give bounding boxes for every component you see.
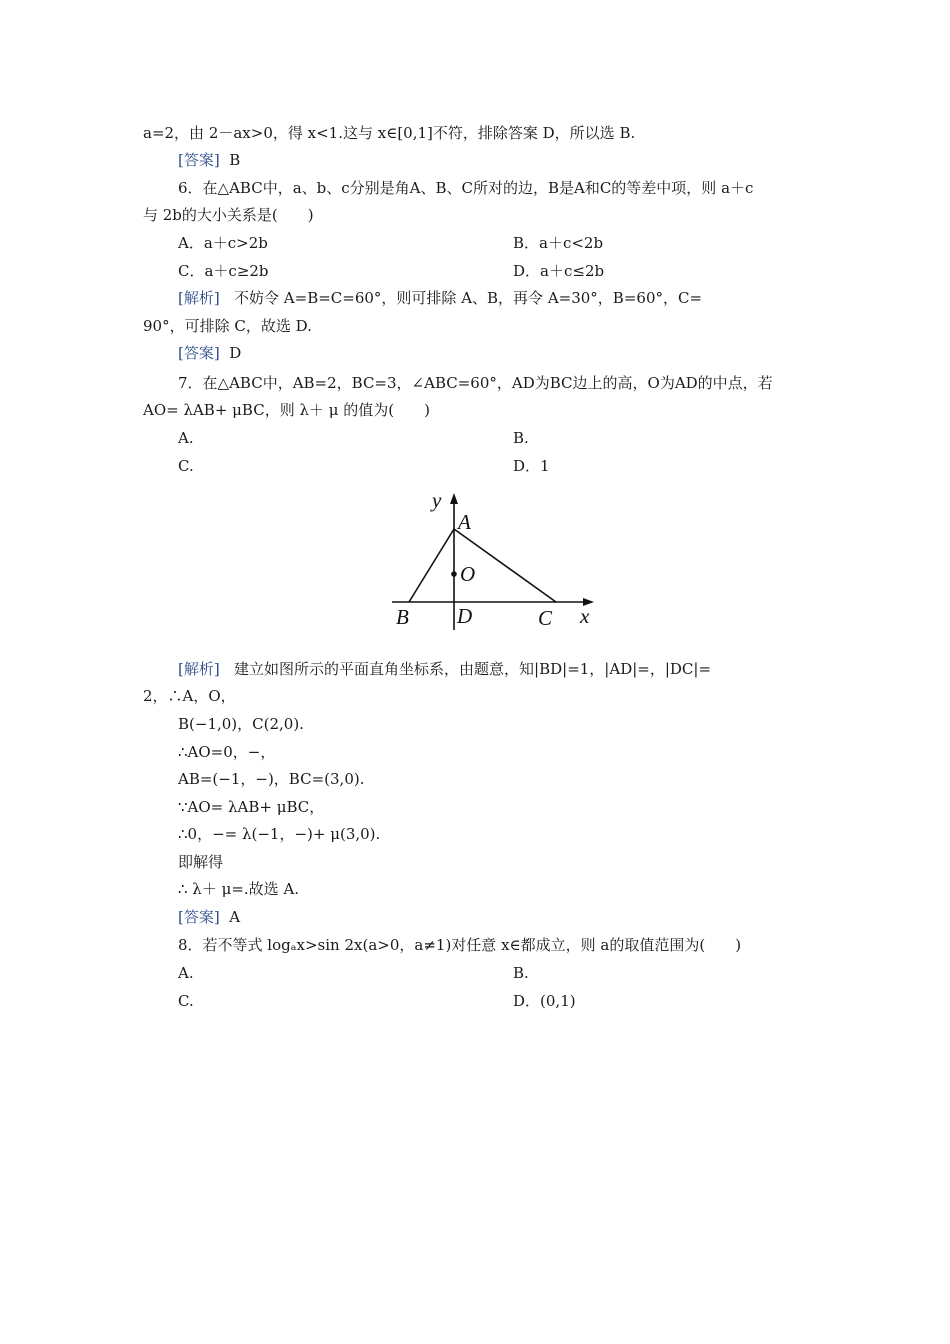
- label-o: O: [460, 562, 476, 586]
- solution-text: 建立如图所示的平面直角坐标系，由题意，知|BD|=1，|AD|=，|DC|=: [234, 660, 712, 678]
- option-c: C.: [178, 992, 194, 1010]
- option-a: A.: [178, 964, 194, 982]
- label-b: B: [396, 605, 409, 629]
- solution-step: ∵AO= λAB+ μBC，: [178, 798, 325, 816]
- answer-value: B: [229, 151, 241, 169]
- label-y: y: [432, 488, 442, 512]
- option-c: C.: [178, 457, 194, 475]
- label-c: C: [538, 606, 553, 630]
- question-8-stem: 8．若不等式 logₐx>sin 2x(a>0，a≠1)对任意 x∈都成立，则 a的取值范围为( ): [178, 936, 742, 954]
- answer-value: A: [229, 908, 241, 926]
- solution-text-cont: 90°，可排除 C，故选 D.: [143, 317, 312, 335]
- label-a: A: [458, 510, 471, 534]
- answer-row: [178, 907, 240, 927]
- answer-value: D: [229, 344, 242, 362]
- answer-row: [178, 150, 240, 170]
- question-7-stem: 7．在△ABC中，AB=2，BC=3，∠ABC=60°，AD为BC边上的高，O为AD的中点，若: [178, 374, 773, 392]
- solution-tag: [解析]: [178, 660, 220, 678]
- option-b: B.: [513, 964, 529, 982]
- question-6-stem-cont: 与 2b的大小关系是( ): [143, 206, 314, 224]
- solution-row: [178, 288, 702, 308]
- solution-step: 即解得: [178, 853, 224, 871]
- solution-step: ∴ λ＋ μ=.故选 A.: [178, 880, 300, 898]
- text-line: a=2，由 2－ax>0，得 x<1.这与 x∈[0,1]不符，排除答案 D，所以选 B.: [143, 124, 636, 142]
- answer-tag: [答案]: [178, 344, 220, 362]
- solution-step: AB=(−1，−)，BC=(3,0).: [178, 770, 365, 788]
- option-d: D．1: [513, 457, 550, 475]
- option-d: D．(0,1): [513, 992, 576, 1010]
- option-d: D．a＋c≤2b: [513, 262, 605, 280]
- point-o: [451, 571, 457, 577]
- solution-step: ∴0，−= λ(−1，−)+ μ(3,0).: [178, 825, 381, 843]
- solution-text: 不妨令 A=B=C=60°，则可排除 A、B，再令 A=30°，B=60°，C=: [234, 289, 703, 307]
- answer-tag: [答案]: [178, 908, 220, 926]
- option-a: A．a＋c>2b: [178, 234, 268, 252]
- question-7-stem-cont: AO= λAB+ μBC，则 λ＋ μ 的值为( ): [143, 401, 430, 419]
- triangle-figure: [380, 485, 610, 635]
- solution-step: B(−1,0)，C(2,0).: [178, 715, 304, 733]
- solution-step: ∴AO=0，−，: [178, 743, 276, 761]
- option-b: B.: [513, 429, 529, 447]
- solution-text-cont: 2，∴A，O，: [143, 687, 236, 705]
- question-6-stem: 6．在△ABC中，a、b、c分别是角A、B、C所对的边，B是A和C的等差中项，则 a＋c: [178, 179, 754, 197]
- segment-ab: [409, 529, 454, 602]
- y-axis-arrow: [450, 493, 458, 504]
- solution-row: [178, 659, 711, 679]
- label-x: x: [580, 604, 590, 628]
- option-a: A.: [178, 429, 194, 447]
- answer-tag: [答案]: [178, 151, 220, 169]
- option-b: B．a＋c<2b: [513, 234, 604, 252]
- answer-row: [178, 343, 241, 363]
- label-d: D: [457, 604, 473, 628]
- option-c: C．a＋c≥2b: [178, 262, 269, 280]
- solution-tag: [解析]: [178, 289, 220, 307]
